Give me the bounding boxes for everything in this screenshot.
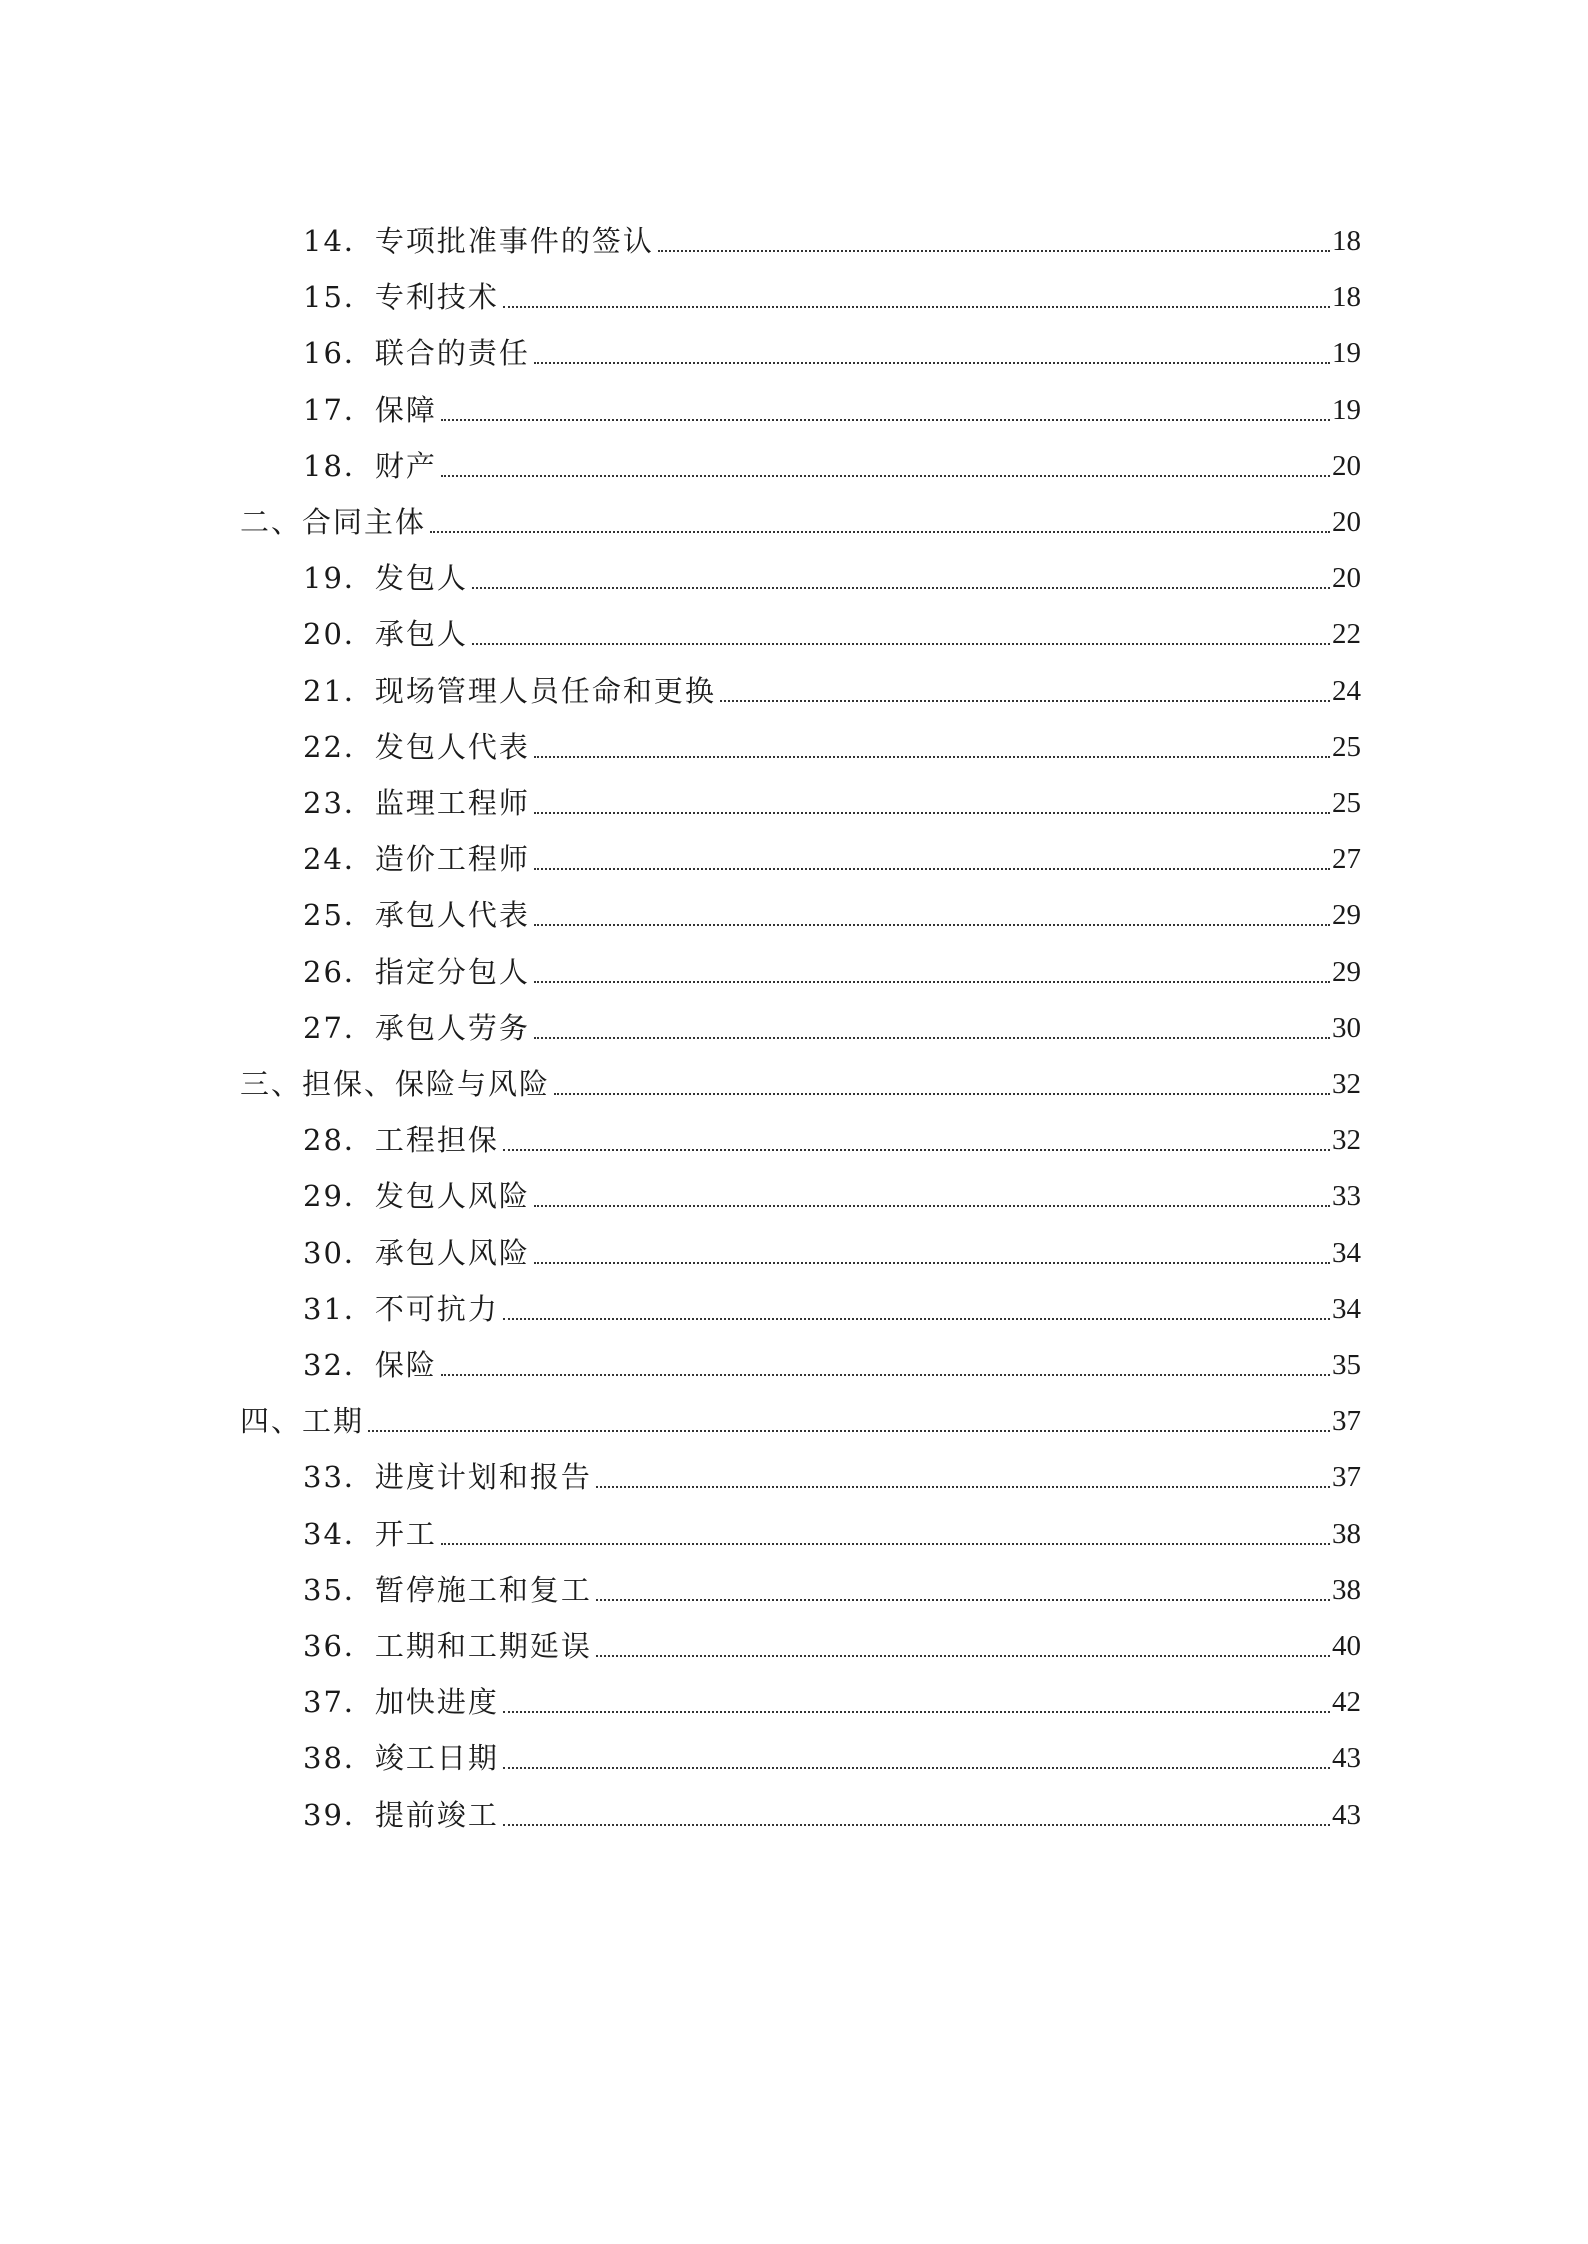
toc-dot-leader	[503, 1767, 1330, 1769]
toc-entry-title: 33．进度计划和报告	[303, 1460, 592, 1494]
toc-dot-leader	[534, 868, 1330, 870]
toc-dot-leader	[534, 362, 1330, 364]
toc-entry-title: 24．造价工程师	[303, 842, 530, 876]
toc-entry-title: 28．工程担保	[303, 1123, 499, 1157]
toc-entry[interactable]	[303, 1554, 1361, 1610]
toc-page-number: 38	[1332, 1574, 1361, 1606]
toc-page-number: 19	[1332, 394, 1361, 426]
toc-entry-title: 32．保险	[303, 1348, 437, 1382]
toc-dot-leader	[720, 700, 1330, 702]
toc-dot-leader	[503, 306, 1330, 308]
toc-entry-title: 31．不可抗力	[303, 1292, 499, 1326]
toc-dot-leader	[534, 812, 1330, 814]
toc-dot-leader	[503, 1711, 1330, 1713]
toc-entry[interactable]	[303, 1666, 1361, 1722]
toc-section-entry[interactable]	[240, 1048, 1361, 1104]
toc-section-entry[interactable]	[240, 1385, 1361, 1441]
toc-entry[interactable]	[303, 879, 1361, 935]
toc-dot-leader	[368, 1430, 1330, 1432]
toc-entry[interactable]	[303, 261, 1361, 317]
toc-page-number: 32	[1332, 1068, 1361, 1100]
toc-page-number: 37	[1332, 1405, 1361, 1437]
toc-entry-title: 14．专项批准事件的签认	[303, 224, 654, 258]
toc-entry-title: 25．承包人代表	[303, 898, 530, 932]
toc-entry[interactable]	[303, 767, 1361, 823]
toc-entry[interactable]	[303, 542, 1361, 598]
toc-page-number: 43	[1332, 1742, 1361, 1774]
toc-dot-leader	[472, 643, 1330, 645]
toc-entry-title: 二、合同主体	[240, 505, 427, 539]
toc-dot-leader	[441, 1543, 1330, 1545]
toc-entry-title: 39．提前竣工	[303, 1798, 499, 1832]
toc-entry[interactable]	[303, 374, 1361, 430]
toc-page-number: 20	[1332, 506, 1361, 538]
toc-page-number: 34	[1332, 1293, 1361, 1325]
toc-dot-leader	[534, 924, 1330, 926]
toc-entry-title: 21．现场管理人员任命和更换	[303, 674, 716, 708]
toc-entry[interactable]	[303, 1217, 1361, 1273]
toc-page-number: 18	[1332, 281, 1361, 313]
toc-entry[interactable]	[303, 711, 1361, 767]
toc-entry-title: 37．加快进度	[303, 1685, 499, 1719]
toc-dot-leader	[441, 475, 1330, 477]
toc-page-number: 29	[1332, 956, 1361, 988]
toc-entry[interactable]	[303, 205, 1361, 261]
toc-dot-leader	[441, 1374, 1330, 1376]
toc-entry-title: 22．发包人代表	[303, 730, 530, 764]
toc-entry[interactable]	[303, 430, 1361, 486]
toc-dot-leader	[503, 1824, 1330, 1826]
toc-entry[interactable]	[303, 1610, 1361, 1666]
toc-dot-leader	[534, 1037, 1330, 1039]
toc-entry-title: 四、工期	[240, 1404, 365, 1438]
toc-dot-leader	[503, 1318, 1330, 1320]
toc-entry-title: 19．发包人	[303, 561, 468, 595]
toc-entry[interactable]	[303, 992, 1361, 1048]
toc-page-number: 27	[1332, 843, 1361, 875]
toc-dot-leader	[554, 1093, 1330, 1095]
toc-entry-title: 38．竣工日期	[303, 1741, 499, 1775]
toc-entry-title: 23．监理工程师	[303, 786, 530, 820]
toc-dot-leader	[430, 531, 1330, 533]
toc-page-number: 24	[1332, 675, 1361, 707]
toc-entry-title: 29．发包人风险	[303, 1179, 530, 1213]
toc-entry-title: 30．承包人风险	[303, 1236, 530, 1270]
toc-entry-title: 36．工期和工期延误	[303, 1629, 592, 1663]
toc-dot-leader	[534, 1205, 1330, 1207]
toc-page-number: 29	[1332, 899, 1361, 931]
toc-entry-title: 16．联合的责任	[303, 336, 530, 370]
toc-entry[interactable]	[303, 317, 1361, 373]
toc-entry[interactable]	[303, 1498, 1361, 1554]
toc-dot-leader	[534, 756, 1330, 758]
toc-entry[interactable]	[303, 598, 1361, 654]
toc-page-number: 18	[1332, 225, 1361, 257]
toc-entry-title: 34．开工	[303, 1517, 437, 1551]
toc-entry-title: 三、担保、保险与风险	[240, 1067, 551, 1101]
toc-entry-title: 15．专利技术	[303, 280, 499, 314]
toc-entry[interactable]	[303, 1160, 1361, 1216]
toc-page-number: 25	[1332, 787, 1361, 819]
toc-entry[interactable]	[303, 1104, 1361, 1160]
toc-dot-leader	[503, 1149, 1330, 1151]
toc-entry[interactable]	[303, 1722, 1361, 1778]
toc-entry[interactable]	[303, 936, 1361, 992]
toc-page-number: 32	[1332, 1124, 1361, 1156]
toc-entry-title: 35．暂停施工和复工	[303, 1573, 592, 1607]
toc-entry[interactable]	[303, 1273, 1361, 1329]
toc-entry[interactable]	[303, 1779, 1361, 1835]
toc-page-number: 38	[1332, 1518, 1361, 1550]
toc-entry-title: 26．指定分包人	[303, 955, 530, 989]
toc-page-number: 35	[1332, 1349, 1361, 1381]
toc-entry[interactable]	[303, 1441, 1361, 1497]
toc-entry-title: 18．财产	[303, 449, 437, 483]
toc-page-number: 20	[1332, 562, 1361, 594]
toc-dot-leader	[658, 250, 1330, 252]
toc-page-number: 20	[1332, 450, 1361, 482]
toc-entry[interactable]	[303, 823, 1361, 879]
toc-page-number: 22	[1332, 618, 1361, 650]
toc-dot-leader	[534, 1262, 1330, 1264]
toc-section-entry[interactable]	[240, 486, 1361, 542]
toc-dot-leader	[596, 1599, 1330, 1601]
toc-page-number: 40	[1332, 1630, 1361, 1662]
toc-dot-leader	[441, 419, 1330, 421]
toc-entry[interactable]	[303, 655, 1361, 711]
toc-dot-leader	[472, 587, 1330, 589]
toc-entry[interactable]	[303, 1329, 1361, 1385]
toc-page-number: 34	[1332, 1237, 1361, 1269]
toc-page-number: 30	[1332, 1012, 1361, 1044]
toc-page-number: 25	[1332, 731, 1361, 763]
toc-page-number: 37	[1332, 1461, 1361, 1493]
toc-dot-leader	[534, 981, 1330, 983]
toc-dot-leader	[596, 1486, 1330, 1488]
toc-page-number: 43	[1332, 1799, 1361, 1831]
toc-dot-leader	[596, 1655, 1330, 1657]
toc-page-number: 42	[1332, 1686, 1361, 1718]
toc-entry-title: 20．承包人	[303, 617, 468, 651]
toc-page-number: 19	[1332, 337, 1361, 369]
toc-page-number: 33	[1332, 1180, 1361, 1212]
toc-entry-title: 27．承包人劳务	[303, 1011, 530, 1045]
toc-entry-title: 17．保障	[303, 393, 437, 427]
